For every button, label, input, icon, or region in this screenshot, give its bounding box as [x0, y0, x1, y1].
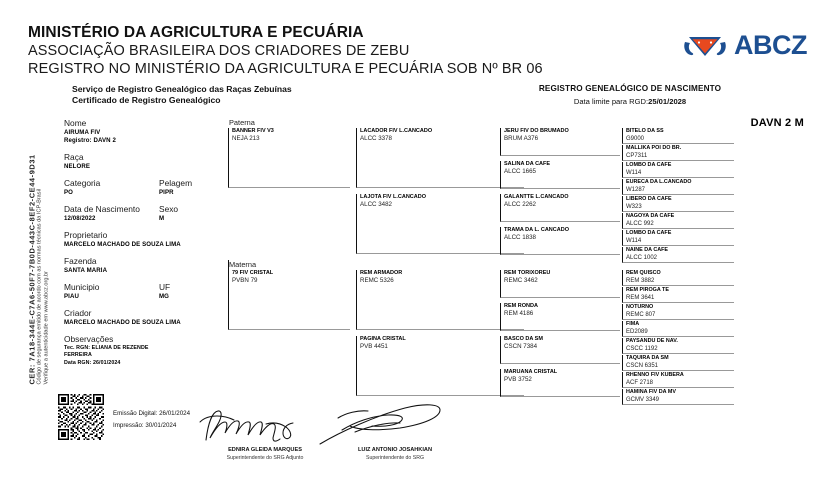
field-raca: [64, 152, 229, 171]
field-uf-value: MG: [159, 293, 170, 300]
ped-reg: G9000: [626, 136, 645, 143]
ped-name: SALINA DA CAFE: [504, 161, 551, 167]
field-observacoes-line1: Tec. RGN: ELIANA DE REZENDE: [64, 345, 149, 351]
ped-maternal-g3-1: [500, 303, 620, 331]
field-fazenda: [64, 256, 229, 275]
ped-reg: REMC 807: [626, 312, 656, 319]
field-nascimento-label: Data de Nascimento: [64, 204, 140, 214]
service-subheader: [72, 84, 402, 106]
ped-paternal-g3-2: [500, 194, 620, 222]
ped-name: LAJOTA FIV L.CANCADO: [360, 194, 426, 200]
ped-maternal-g1: [228, 270, 350, 330]
ped-paternal-g4-6: [622, 230, 734, 246]
animal-code-header: DAVN 2 M: [750, 117, 804, 129]
field-fazenda-value: SANTA MARIA: [64, 267, 108, 274]
subheader-service-line: Serviço de Registro Genealógico das Raças Zebuínas: [72, 84, 292, 94]
field-sexo-label: Sexo: [159, 204, 179, 214]
field-categoria-pelagem: [64, 178, 229, 197]
document-header: [28, 24, 668, 78]
ped-reg: PVB 3752: [504, 376, 532, 384]
ped-reg: W114: [626, 170, 642, 177]
ped-reg: ALCC 2262: [504, 201, 536, 209]
ped-name: TRAMA DA L. CANCADO: [504, 227, 569, 233]
field-nascimento-sexo: [64, 204, 229, 223]
ped-paternal-g4-4: [622, 196, 734, 212]
ped-maternal-g2-0: [356, 270, 524, 330]
ped-name: LOMBO DA CAFE: [626, 230, 672, 236]
ped-paternal-g4-7: [622, 247, 734, 263]
ped-maternal-g4-3: [622, 321, 734, 337]
ped-paternal-g4-2: [622, 162, 734, 178]
ped-name: JERU FIV DO BRUMADO: [504, 128, 569, 134]
ped-name: GALANTTE L.CANCADO: [504, 194, 569, 200]
ped-paternal-g3-3: [500, 227, 620, 255]
ped-reg: NEJA 213: [232, 135, 260, 143]
abcz-logo: [682, 30, 807, 60]
ped-paternal-g4-0: [622, 128, 734, 144]
field-proprietario-value: MARCELO MACHADO DE SOUZA LIMA: [64, 241, 181, 248]
ped-reg: CSCN 7384: [504, 343, 538, 351]
pedigree-materna-label: Materna: [229, 260, 257, 269]
ped-name: EURECA DA L.CANCADO: [626, 179, 692, 185]
header-line-registry: REGISTRO NO MINISTÉRIO DA AGRICULTURA E PECUÁRIA SOB Nº BR 06: [28, 61, 543, 77]
field-pelagem-value: PIPR: [159, 189, 174, 196]
ped-name: REM TORIXOREU: [504, 270, 551, 276]
field-observacoes-line2: FERREIRA: [64, 352, 92, 359]
ped-reg: ALCC 3378: [360, 135, 392, 143]
ped-name: BASCO DA SM: [504, 336, 543, 342]
ped-reg: ALCC 3482: [360, 201, 392, 209]
field-registro-value: Registro: DAVN 2: [64, 137, 116, 144]
ped-name: LOMBO DA CAFE: [626, 162, 672, 168]
security-code-value: CER: 7A18-344E-C7A6-50F7-7B0D-443C-8EF2-CE44-9D31: [27, 154, 37, 385]
ped-name: RHENNO FIV KUBERA: [626, 372, 684, 378]
ped-name: REM PIROGA TE: [626, 287, 669, 293]
ped-maternal-g2-1: [356, 336, 524, 396]
header-line-ministry: MINISTÉRIO DA AGRICULTURA E PECUÁRIA: [28, 24, 364, 41]
registry-limit-label: Data limite para RGD:: [573, 97, 649, 106]
signature-name-adjunto: EDNIRA GLEIDA MARQUES: [228, 447, 302, 453]
ped-reg: REMC 3462: [504, 277, 538, 285]
field-nome: [64, 118, 229, 145]
ped-maternal-g4-1: [622, 287, 734, 303]
ped-reg: BRUM A376: [504, 135, 539, 143]
field-nome-label: Nome: [64, 118, 87, 128]
registry-limit-value: 25/01/2028: [648, 97, 687, 106]
ped-reg: ALCC 1838: [504, 234, 536, 242]
ped-name: 79 FIV CRISTAL: [232, 270, 274, 276]
ped-paternal-g3-1: [500, 161, 620, 189]
ped-name: NAINE DA CAFE: [626, 247, 669, 253]
field-pelagem-label: Pelagem: [159, 178, 193, 188]
ped-name: LIBERO DA CAFE: [626, 196, 672, 202]
ped-name: HAMINA FIV DA MV: [626, 389, 676, 395]
field-municipio-label: Municipio: [64, 282, 100, 292]
field-fazenda-label: Fazenda: [64, 256, 97, 266]
field-municipio-uf: [64, 282, 229, 301]
ped-name: MALLIKA POI DO BR.: [626, 145, 682, 151]
ped-name: BITELO DA SS: [626, 128, 664, 134]
ped-name: MARUANA CRISTAL: [504, 369, 558, 375]
ped-name: BANNER FIV V3: [232, 128, 274, 134]
ped-name: REM RONDA: [504, 303, 538, 309]
ped-reg: ALCC 992: [626, 221, 654, 228]
ped-maternal-g4-0: [622, 270, 734, 286]
print-label: Impressão:: [113, 422, 144, 429]
subheader-certificate-line: Certificado de Registro Genealógico: [72, 95, 221, 105]
ped-name: NAGOYA DA CAFE: [626, 213, 675, 219]
field-criador: [64, 308, 229, 327]
field-categoria-label: Categoria: [64, 178, 101, 188]
registry-limit-line: [440, 97, 820, 106]
field-observacoes: [64, 334, 229, 367]
field-raca-value: NELORE: [64, 163, 90, 170]
ped-maternal-g3-3: [500, 369, 620, 397]
ped-reg: REM 3641: [626, 295, 655, 302]
signature-role-adjunto: Superintendente do SRG Adjunto: [226, 455, 304, 461]
field-uf-label: UF: [159, 282, 171, 292]
ped-name: TAQUIRA DA SM: [626, 355, 669, 361]
field-sexo-value: M: [159, 215, 165, 222]
animal-data-panel: [64, 118, 229, 374]
ped-reg: ACF 2718: [626, 380, 654, 387]
ped-reg: W1287: [626, 187, 646, 194]
ped-maternal-g3-0: [500, 270, 620, 298]
field-nome-value: AIRUMA FIV: [64, 129, 101, 136]
field-nascimento-value: 12/08/2022: [64, 215, 96, 222]
field-categoria-value: PO: [64, 189, 74, 196]
ped-maternal-g4-5: [622, 355, 734, 371]
field-criador-value: MARCELO MACHADO DE SOUZA LIMA: [64, 319, 181, 326]
signature-block-superintendente: [300, 398, 490, 462]
ped-paternal-g1: [228, 128, 350, 188]
ped-paternal-g4-5: [622, 213, 734, 229]
ped-name: NOTURNO: [626, 304, 654, 310]
field-observacoes-label: Observações: [64, 334, 114, 344]
ped-reg: CSCC 1192: [626, 346, 658, 353]
header-line-association: ASSOCIAÇÃO BRASILEIRA DOS CRIADORES DE ZEBU: [28, 43, 410, 59]
field-raca-label: Raça: [64, 152, 84, 162]
field-municipio-value: PIAU: [64, 293, 79, 300]
ped-name: REM QUISCO: [626, 270, 661, 276]
field-criador-label: Criador: [64, 308, 92, 318]
signature-name-superintendente: LUIZ ANTONIO JOSAHKIAN: [358, 447, 432, 453]
field-observacoes-line3: Data RGN: 26/01/2024: [64, 359, 121, 366]
registry-title-block: [440, 84, 820, 106]
ped-paternal-g4-3: [622, 179, 734, 195]
ped-maternal-g4-4: [622, 338, 734, 354]
print-value: 30/01/2024: [145, 422, 177, 429]
pedigree-paterna-label: Paterna: [229, 118, 255, 127]
signature-handwriting-2: [300, 398, 490, 446]
abcz-wordmark: ABCZ: [734, 30, 807, 60]
ped-name: FIMA: [626, 321, 640, 327]
field-proprietario: [64, 230, 229, 249]
abcz-zebu-mark-icon: [682, 30, 728, 60]
ped-reg: PVBN 79: [232, 277, 258, 285]
ped-name: PAGINA CRISTAL: [360, 336, 406, 342]
ped-maternal-g3-2: [500, 336, 620, 364]
ped-name: LACADOR FIV L.CANCADO: [360, 128, 433, 134]
ped-reg: PVB 4451: [360, 343, 388, 351]
emission-digital-value: 26/01/2024: [159, 410, 191, 417]
ped-reg: CP7311: [626, 153, 648, 160]
ped-paternal-g4-1: [622, 145, 734, 161]
ped-reg: CSCN 6351: [626, 363, 659, 370]
ped-reg: ED2089: [626, 329, 648, 336]
security-code-vertical: [28, 115, 51, 385]
ped-name: REM ARMADOR: [360, 270, 403, 276]
signature-role-superintendente: Superintendente do SRG: [366, 455, 424, 461]
ped-name: PAYSANDU DE NAV.: [626, 338, 678, 344]
ped-reg: ALCC 1665: [504, 168, 536, 176]
ped-maternal-g4-2: [622, 304, 734, 320]
qr-code: [58, 394, 104, 440]
ped-reg: REM 4186: [504, 310, 534, 318]
ped-paternal-g2-0: [356, 128, 524, 188]
ped-reg: W114: [626, 238, 642, 245]
security-code-verify: Verifique a autenticidade em www.abcz.org.br: [43, 271, 50, 385]
ped-paternal-g3-0: [500, 128, 620, 156]
registry-title: REGISTRO GENEALÓGICO DE NASCIMENTO: [538, 84, 722, 93]
security-code-note: Código de segurança emitido de acordo com as normas técnicas da ICP-Brasil: [36, 188, 43, 385]
ped-reg: W323: [626, 204, 642, 211]
ped-reg: GCMV 3349: [626, 397, 660, 404]
ped-maternal-g4-7: [622, 389, 734, 405]
ped-reg: REM 3882: [626, 278, 655, 285]
emission-digital-label: Emissão Digital:: [113, 410, 158, 417]
ped-reg: ALCC 1002: [626, 255, 658, 262]
field-proprietario-label: Proprietario: [64, 230, 108, 240]
ped-reg: REMC 5326: [360, 277, 394, 285]
ped-maternal-g4-6: [622, 372, 734, 388]
ped-paternal-g2-1: [356, 194, 524, 254]
